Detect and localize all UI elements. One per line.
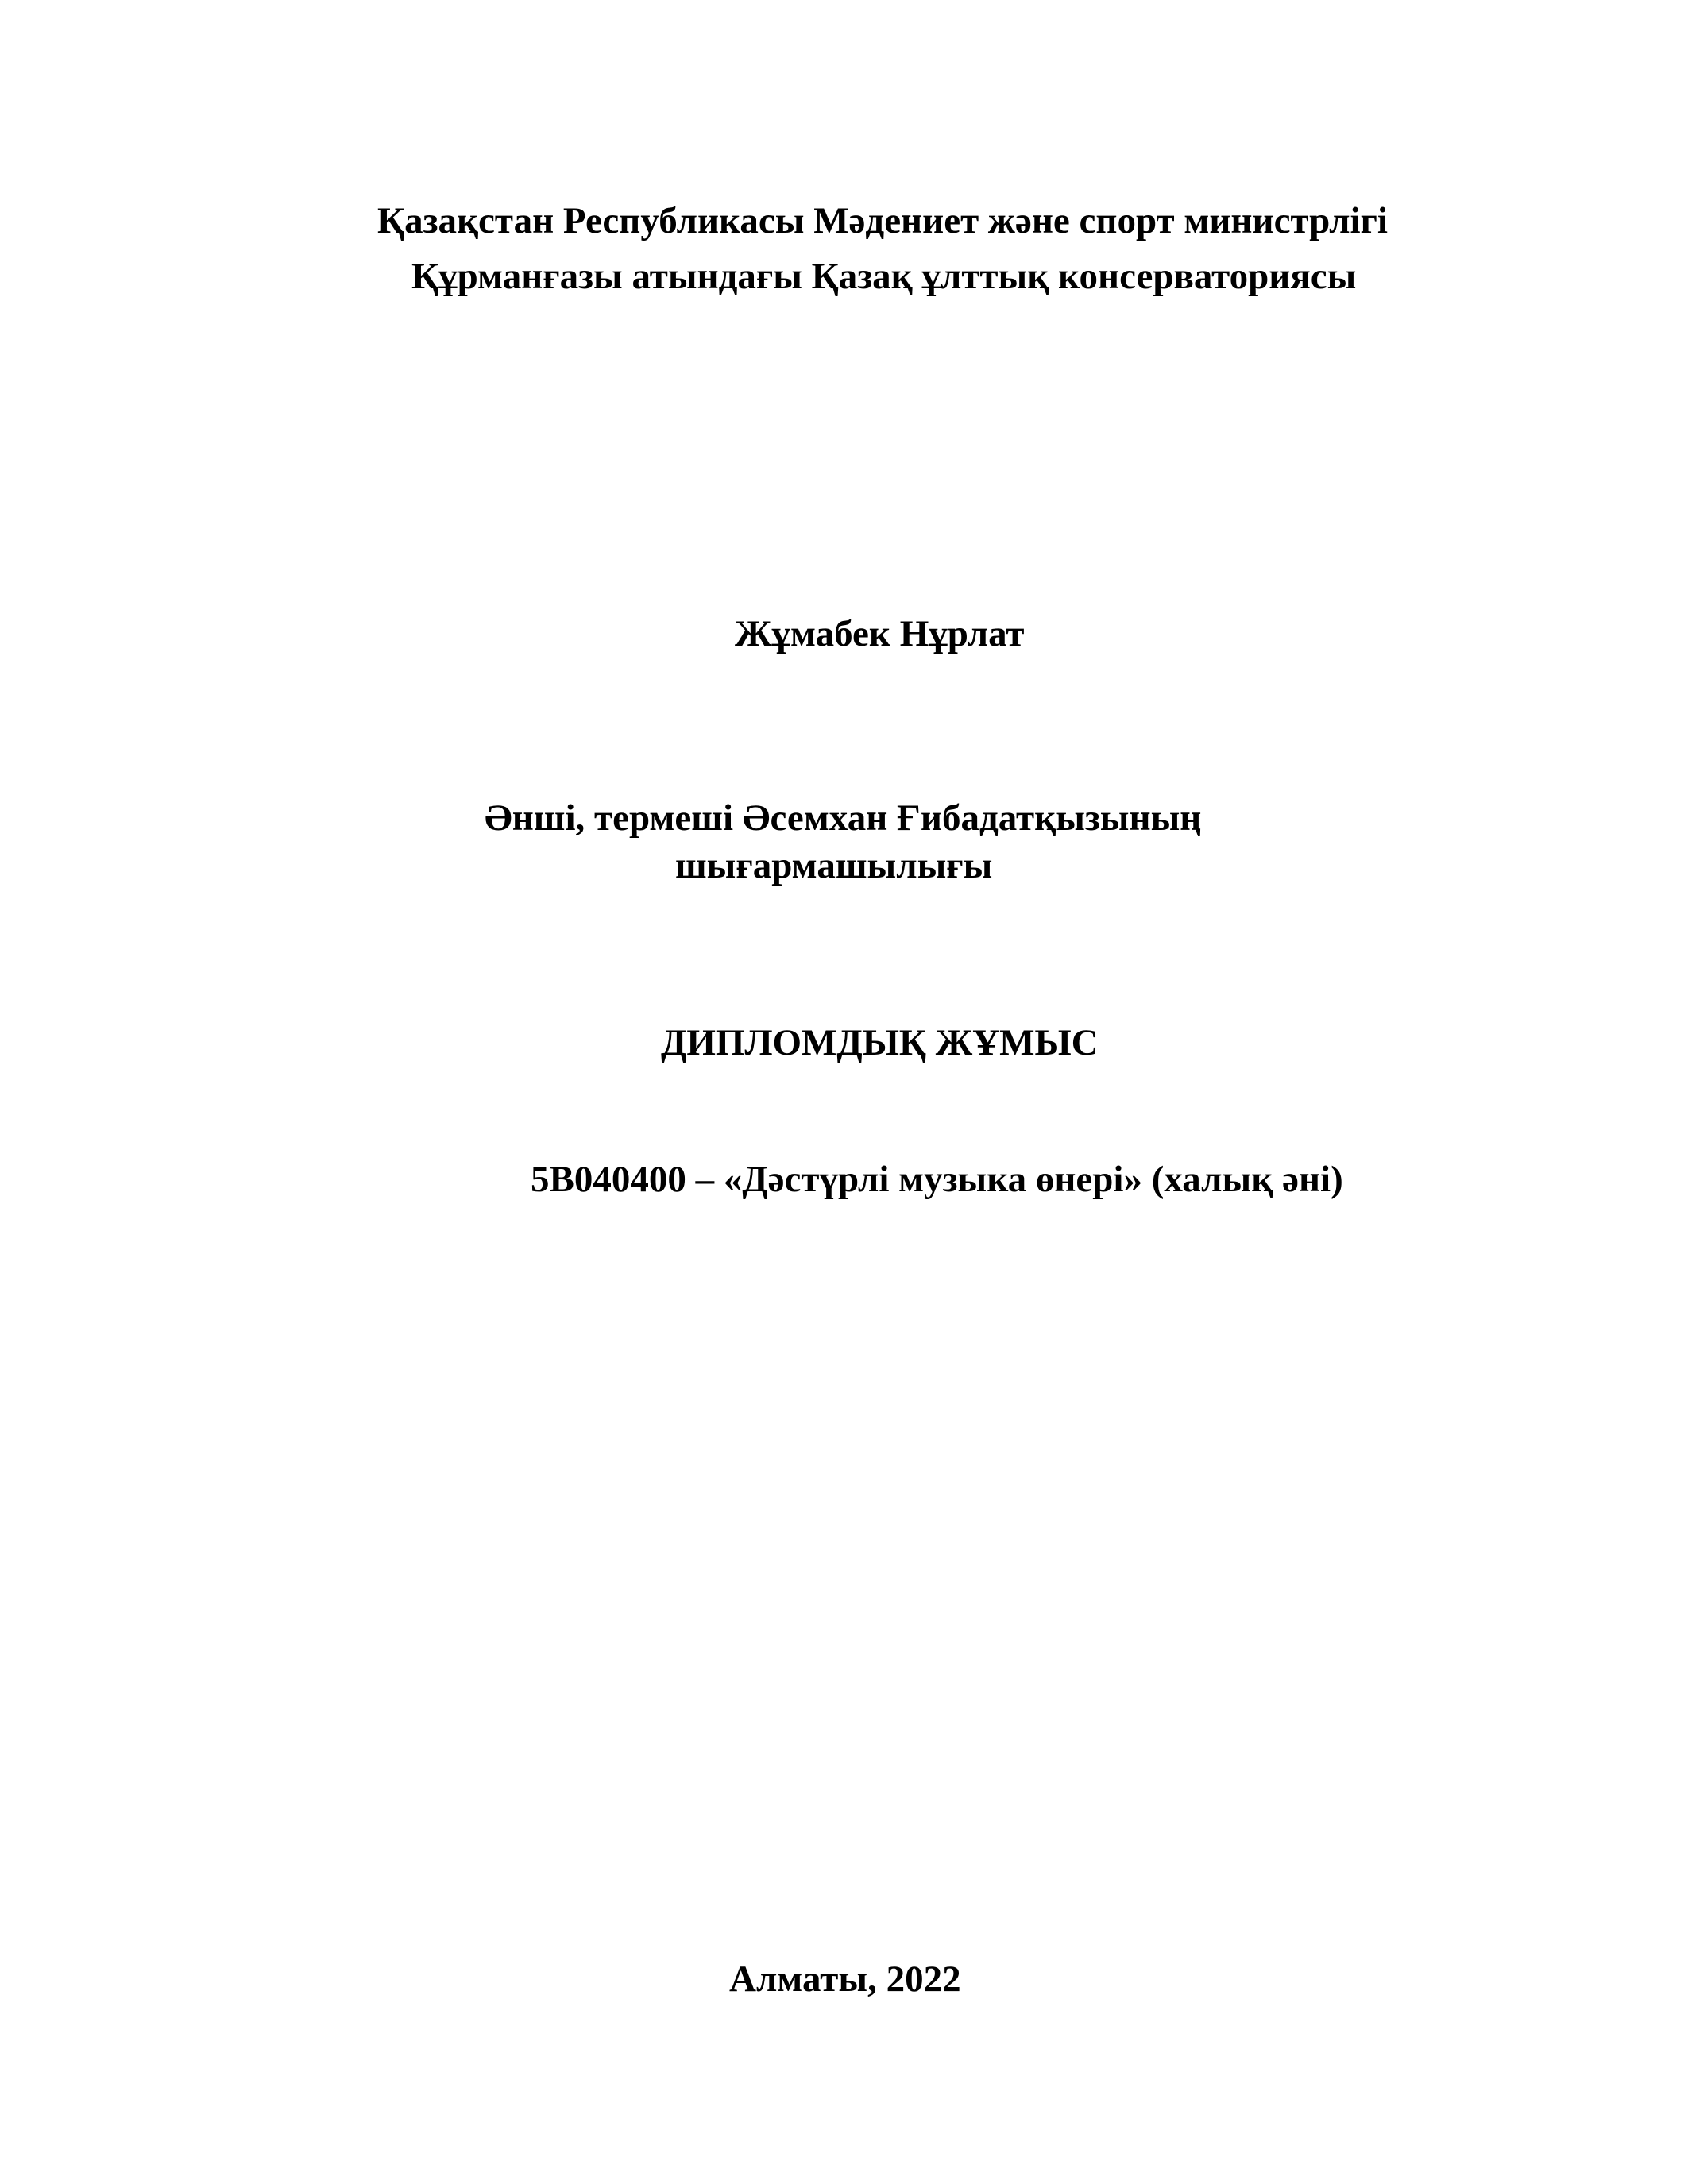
author-name: Жұмабек Нұрлат (735, 613, 1025, 654)
ministry-name: Қазақстан Республикасы Мәдениет және спорт министрлігі (377, 200, 1388, 241)
thesis-title-line-1: Әнші, термеші Әсемхан Ғибадатқызының (485, 797, 1202, 839)
institution-name: Құрманғазы атындағы Қазақ ұлттық консерваториясы (411, 256, 1357, 297)
city-year: Алматы, 2022 (729, 1958, 961, 2000)
thesis-title-line-2: шығармашылығы (675, 845, 993, 886)
specialty-code: 5B040400 – «Дәстүрлі музыка өнері» (халық әні) (531, 1159, 1343, 1200)
work-type-heading: ДИПЛОМДЫҚ ЖҰМЫС (661, 1022, 1099, 1063)
